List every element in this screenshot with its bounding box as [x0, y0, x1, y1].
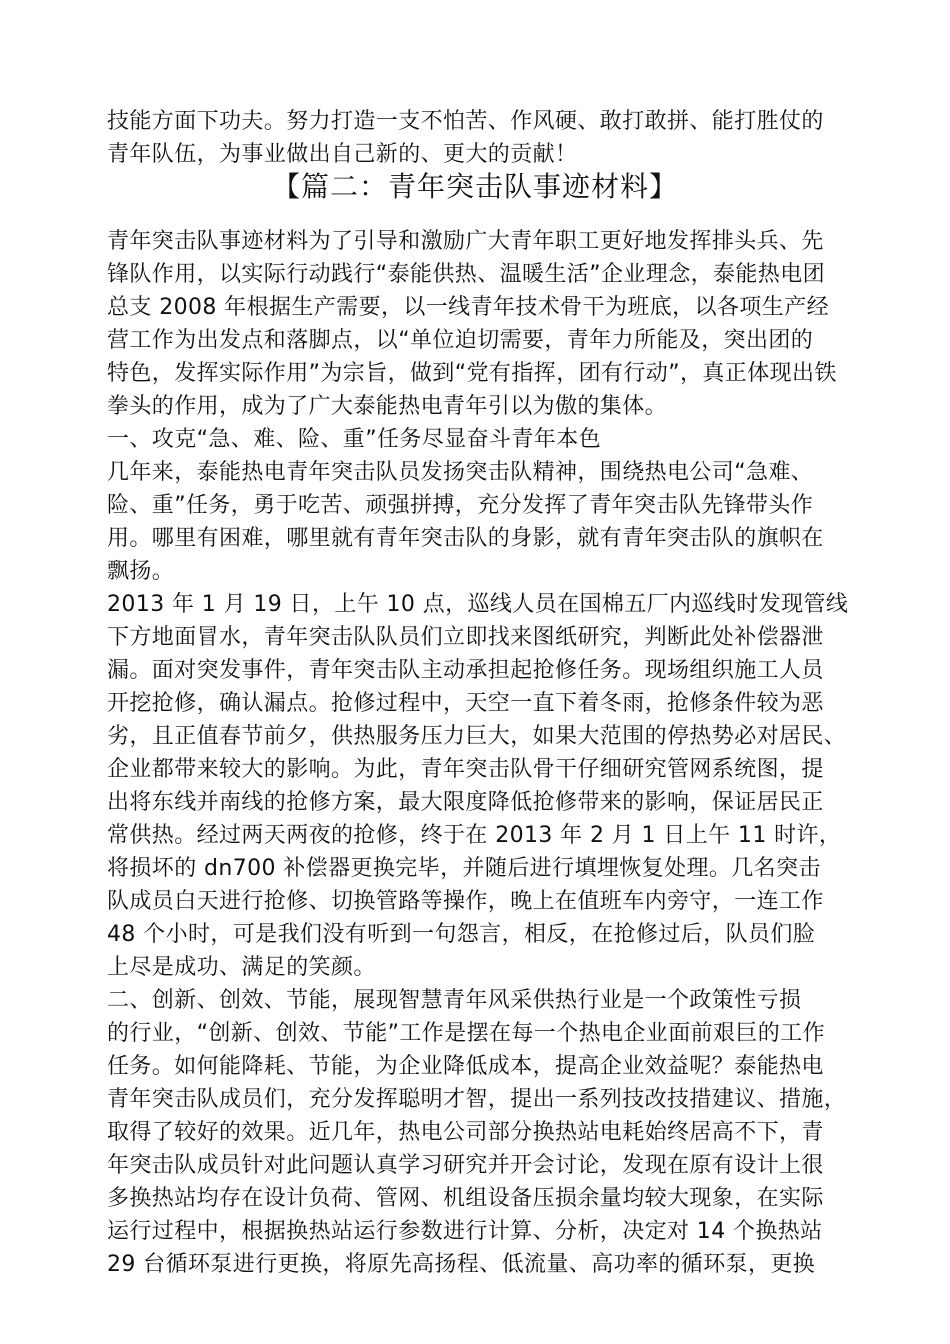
body-line-11: 飘扬。: [107, 559, 175, 584]
body-line-13: 下方地面冒水，青年突击队队员们立即找来图纸研究，判断此处补偿器泄: [107, 625, 824, 650]
body-line-8: 几年来，泰能热电青年突击队员发扬突击队精神，围绕热电公司“急难、: [107, 460, 814, 485]
body-line-22: 48 个小时，可是我们没有听到一句怨言，相反，在抢修过后，队员们脸: [107, 922, 816, 947]
body-line-27: 青年突击队成员们，充分发挥聪明才智，提出一系列技改技措建议、措施，: [107, 1087, 847, 1112]
body-line-5: 特色，发挥实际作用”为宗旨，做到“党有指挥，团有行动”，真正体现出铁: [107, 361, 837, 386]
body-line-19: 常供热。经过两天两夜的抢修，终于在 2013 年 2 月 1 日上午 11 时许，: [107, 823, 842, 848]
body-line-31: 运行过程中，根据换热站运行参数进行计算、分析，决定对 14 个换热站: [107, 1219, 823, 1244]
body-line-15: 开挖抢修，确认漏点。抢修过程中，天空一直下着冬雨，抢修条件较为恶: [107, 691, 824, 716]
body-line-29: 年突击队成员针对此问题认真学习研究并开会讨论，发现在原有设计上很: [107, 1153, 824, 1178]
body-line-28: 取得了较好的效果。近几年，热电公司部分换热站电耗始终居高不下，青: [107, 1120, 824, 1145]
body-line-20: 将损坏的 dn700 补偿器更换完毕，并随后进行填埋恢复处理。几名突击: [107, 856, 821, 881]
section-heading-1: 一、攻克“急、难、险、重”任务尽显奋斗青年本色: [107, 427, 601, 452]
body-line-9: 险、重”任务，勇于吃苦、顽强拼搏，充分发挥了青年突击队先锋带头作: [107, 493, 814, 518]
body-line-1: 青年突击队事迹材料为了引导和激励广大青年职工更好地发挥排头兵、先: [107, 229, 824, 254]
body-line-2: 锋队作用，以实际行动践行“泰能供热、温暖生活”企业理念，泰能热电团: [107, 262, 825, 287]
body-line-6: 拳头的作用，成为了广大泰能热电青年引以为傲的集体。: [107, 394, 668, 419]
body-line-17: 企业都带来较大的影响。为此，青年突击队骨干仔细研究管网系统图，提: [107, 757, 824, 782]
body-line-21: 队成员白天进行抢修、切换管路等操作，晚上在值班车内旁守，一连工作: [107, 889, 824, 914]
body-line-23: 上尽是成功、满足的笑颜。: [107, 955, 376, 980]
body-line-14: 漏。面对突发事件，青年突击队主动承担起抢修任务。现场组织施工人员: [107, 658, 824, 683]
section-heading-2: 二、创新、创效、节能，展现智慧青年风采供热行业是一个政策性亏损: [107, 988, 802, 1013]
body-line-18: 出将东线并南线的抢修方案，最大限度降低抢修带来的影响，保证居民正: [107, 790, 824, 815]
body-line-30: 多换热站均存在设计负荷、管网、机组设备压损余量均较大现象，在实际: [107, 1186, 824, 1211]
intro-line-2: 青年队伍，为事业做出自己新的、更大的贡献！: [107, 142, 578, 167]
body-line-12: 2013 年 1 月 19 日，上午 10 点，巡线人员在国棉五厂内巡线时发现管线: [107, 592, 849, 617]
body-line-16: 劣，且正值春节前夕，供热服务压力巨大，如果大范围的停热势必对居民、: [107, 724, 847, 749]
body-line-26: 任务。如何能降耗、节能，为企业降低成本，提高企业效益呢？泰能热电: [107, 1054, 824, 1079]
body-line-25: 的行业，“创新、创效、节能”工作是摆在每一个热电企业面前艰巨的工作: [107, 1021, 825, 1046]
intro-line-1: 技能方面下功夫。努力打造一支不怕苦、作风硬、敢打敢拼、能打胜仗的: [107, 109, 824, 134]
body-line-10: 用。哪里有困难，哪里就有青年突击队的身影，就有青年突击队的旗帜在: [107, 526, 824, 551]
section-title: 【篇二：青年突击队事迹材料】: [271, 170, 678, 203]
body-line-32: 29 台循环泵进行更换，将原先高扬程、低流量、高功率的循环泵，更换: [107, 1252, 816, 1277]
body-line-4: 营工作为出发点和落脚点，以“单位迫切需要，青年力所能及，突出团的: [107, 328, 814, 353]
body-line-3: 总支 2008 年根据生产需要，以一线青年技术骨干为班底，以各项生产经: [107, 295, 829, 320]
